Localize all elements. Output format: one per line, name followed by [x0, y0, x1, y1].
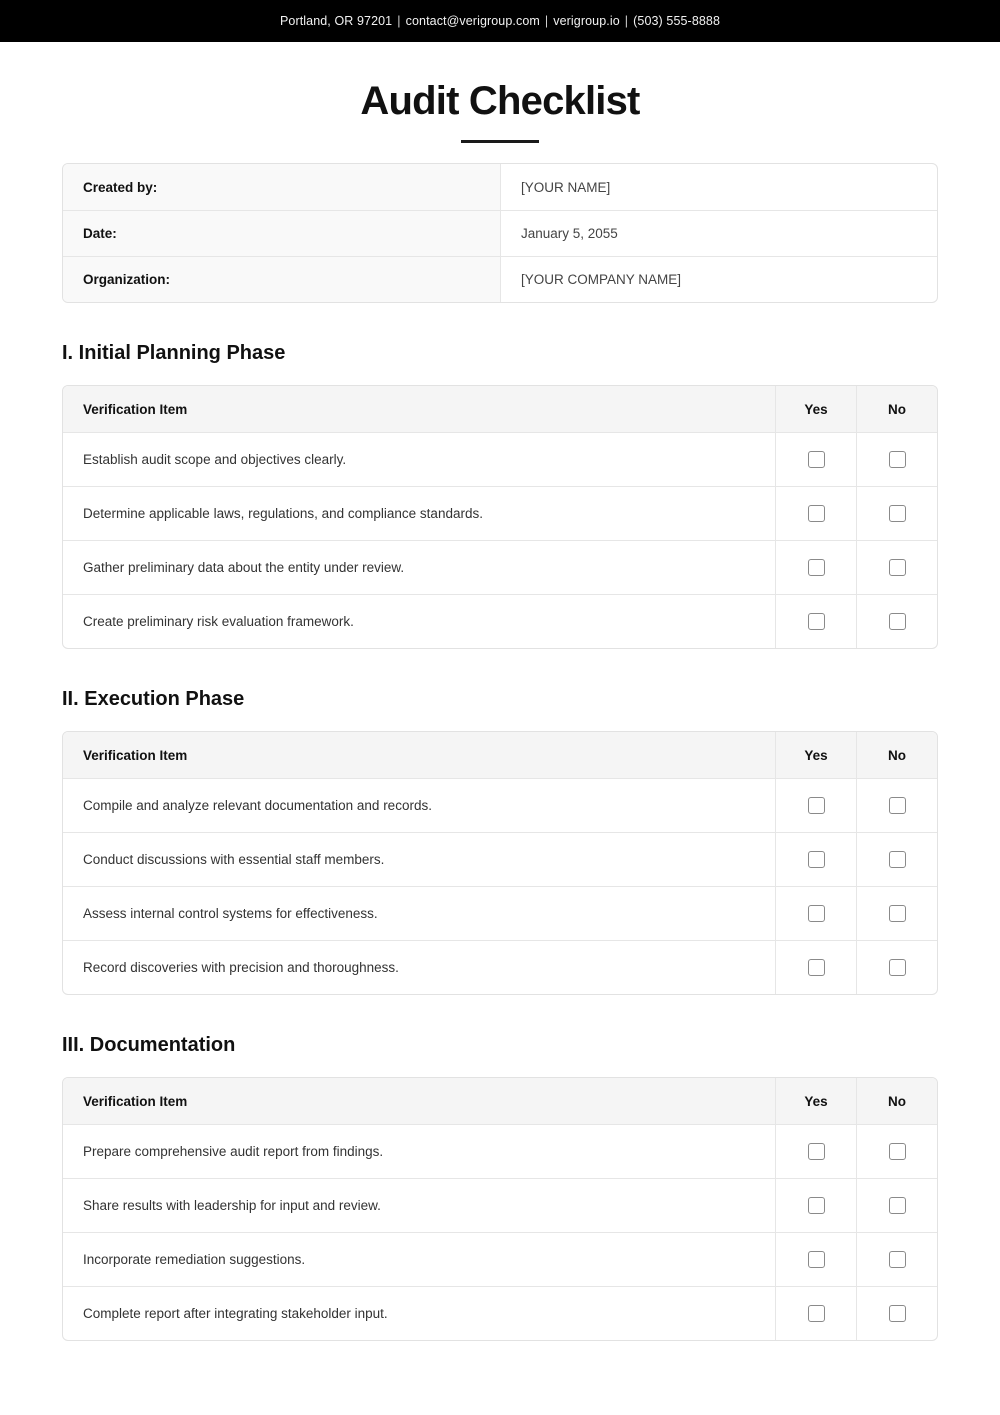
yes-checkbox[interactable] — [808, 1197, 825, 1214]
yes-checkbox[interactable] — [808, 905, 825, 922]
no-cell — [856, 941, 937, 994]
checklist-row — [63, 486, 937, 540]
yes-cell — [775, 779, 856, 832]
yes-cell — [775, 887, 856, 940]
yes-checkbox[interactable] — [808, 505, 825, 522]
verification-item-text: Assess internal control systems for effectiveness. — [83, 906, 378, 921]
yes-cell — [775, 487, 856, 540]
contact-separator: | — [544, 14, 549, 28]
yes-cell — [775, 1125, 856, 1178]
no-cell — [856, 433, 937, 486]
section-title-initial-planning: I. Initial Planning Phase — [62, 342, 286, 364]
checklist-row — [63, 1178, 937, 1232]
checklist-row — [63, 1232, 937, 1286]
checklist-documentation — [62, 1077, 938, 1341]
checklist-row — [63, 594, 937, 648]
yes-cell — [775, 595, 856, 648]
section-title-execution: II. Execution Phase — [62, 688, 245, 710]
info-row-organization — [63, 256, 937, 302]
title-block — [0, 42, 1000, 143]
header-no: No — [856, 1078, 937, 1124]
yes-cell — [775, 541, 856, 594]
no-cell — [856, 487, 937, 540]
no-cell — [856, 833, 937, 886]
info-table — [62, 163, 938, 303]
checklist-row — [63, 1124, 937, 1178]
info-row-date — [63, 210, 937, 256]
yes-cell — [775, 941, 856, 994]
yes-checkbox[interactable] — [808, 451, 825, 468]
header-verification-item: Verification Item — [83, 747, 188, 763]
no-cell — [856, 887, 937, 940]
yes-checkbox[interactable] — [808, 559, 825, 576]
checklist-execution — [62, 731, 938, 995]
yes-cell — [775, 833, 856, 886]
contact-separator: | — [397, 14, 401, 28]
yes-checkbox[interactable] — [808, 851, 825, 868]
no-checkbox[interactable] — [889, 1143, 906, 1160]
no-checkbox[interactable] — [889, 451, 906, 468]
no-cell — [856, 1287, 937, 1340]
yes-cell — [775, 1179, 856, 1232]
no-checkbox[interactable] — [889, 797, 906, 814]
header-yes: Yes — [775, 386, 856, 432]
yes-checkbox[interactable] — [808, 613, 825, 630]
checklist-header — [63, 732, 937, 778]
header-no: No — [856, 732, 937, 778]
contact-separator: | — [624, 14, 629, 28]
verification-item-text: Conduct discussions with essential staff members. — [83, 852, 385, 867]
yes-checkbox[interactable] — [808, 797, 825, 814]
contact-bar — [0, 0, 1000, 42]
yes-checkbox[interactable] — [808, 1305, 825, 1322]
yes-checkbox[interactable] — [808, 959, 825, 976]
checklist-row — [63, 832, 937, 886]
no-cell — [856, 1233, 937, 1286]
organization-label: Organization: — [63, 257, 501, 302]
no-cell — [856, 595, 937, 648]
yes-cell — [775, 1287, 856, 1340]
no-checkbox[interactable] — [889, 559, 906, 576]
verification-item-text: Share results with leadership for input and review. — [83, 1198, 381, 1213]
no-cell — [856, 1125, 937, 1178]
checklist-row — [63, 778, 937, 832]
no-checkbox[interactable] — [889, 959, 906, 976]
section-title-documentation: III. Documentation — [62, 1034, 236, 1056]
yes-checkbox[interactable] — [808, 1251, 825, 1268]
verification-item-text: Record discoveries with precision and thoroughness. — [83, 960, 399, 975]
verification-item-text: Incorporate remediation suggestions. — [83, 1252, 306, 1267]
checklist-row — [63, 540, 937, 594]
header-yes: Yes — [775, 1078, 856, 1124]
checklist-row — [63, 1286, 937, 1340]
verification-item-text: Gather preliminary data about the entity under review. — [83, 560, 405, 575]
header-verification-item: Verification Item — [83, 401, 188, 417]
organization-value: [YOUR COMPANY NAME] — [521, 272, 682, 287]
no-checkbox[interactable] — [889, 613, 906, 630]
verification-item-text: Determine applicable laws, regulations, and compliance standards. — [83, 506, 483, 521]
checklist-initial-planning — [62, 385, 938, 649]
checklist-header — [63, 1078, 937, 1124]
verification-item-text: Establish audit scope and objectives clearly. — [83, 452, 347, 467]
checklist-row — [63, 940, 937, 994]
checklist-row — [63, 432, 937, 486]
contact-email: contact@verigroup.com — [405, 14, 540, 28]
info-row-created-by — [63, 164, 937, 210]
verification-item-text: Compile and analyze relevant documentation and records. — [83, 798, 432, 813]
no-checkbox[interactable] — [889, 905, 906, 922]
no-checkbox[interactable] — [889, 851, 906, 868]
no-cell — [856, 779, 937, 832]
verification-item-text: Create preliminary risk evaluation framework. — [83, 614, 354, 629]
no-checkbox[interactable] — [889, 1197, 906, 1214]
header-no: No — [856, 386, 937, 432]
created-by-value: [YOUR NAME] — [521, 179, 611, 195]
no-checkbox[interactable] — [889, 1251, 906, 1268]
page-title: Audit Checklist — [360, 79, 640, 123]
created-by-label: Created by: — [63, 164, 501, 210]
date-label: Date: — [63, 211, 501, 256]
yes-cell — [775, 1233, 856, 1286]
no-cell — [856, 541, 937, 594]
yes-checkbox[interactable] — [808, 1143, 825, 1160]
checklist-row — [63, 886, 937, 940]
header-yes: Yes — [775, 732, 856, 778]
no-checkbox[interactable] — [889, 1305, 906, 1322]
verification-item-text: Prepare comprehensive audit report from findings. — [83, 1144, 384, 1159]
header-verification-item: Verification Item — [83, 1093, 188, 1109]
contact-phone: (503) 555-8888 — [633, 14, 721, 28]
contact-address: Portland, OR 97201 — [279, 14, 393, 28]
no-checkbox[interactable] — [889, 505, 906, 522]
title-underline — [461, 140, 539, 143]
verification-item-text: Complete report after integrating stakeholder input. — [83, 1306, 388, 1321]
contact-website: verigroup.io — [553, 14, 620, 28]
date-value: January 5, 2055 — [521, 226, 618, 241]
document-body — [0, 163, 1000, 1341]
checklist-header — [63, 386, 937, 432]
no-cell — [856, 1179, 937, 1232]
yes-cell — [775, 433, 856, 486]
